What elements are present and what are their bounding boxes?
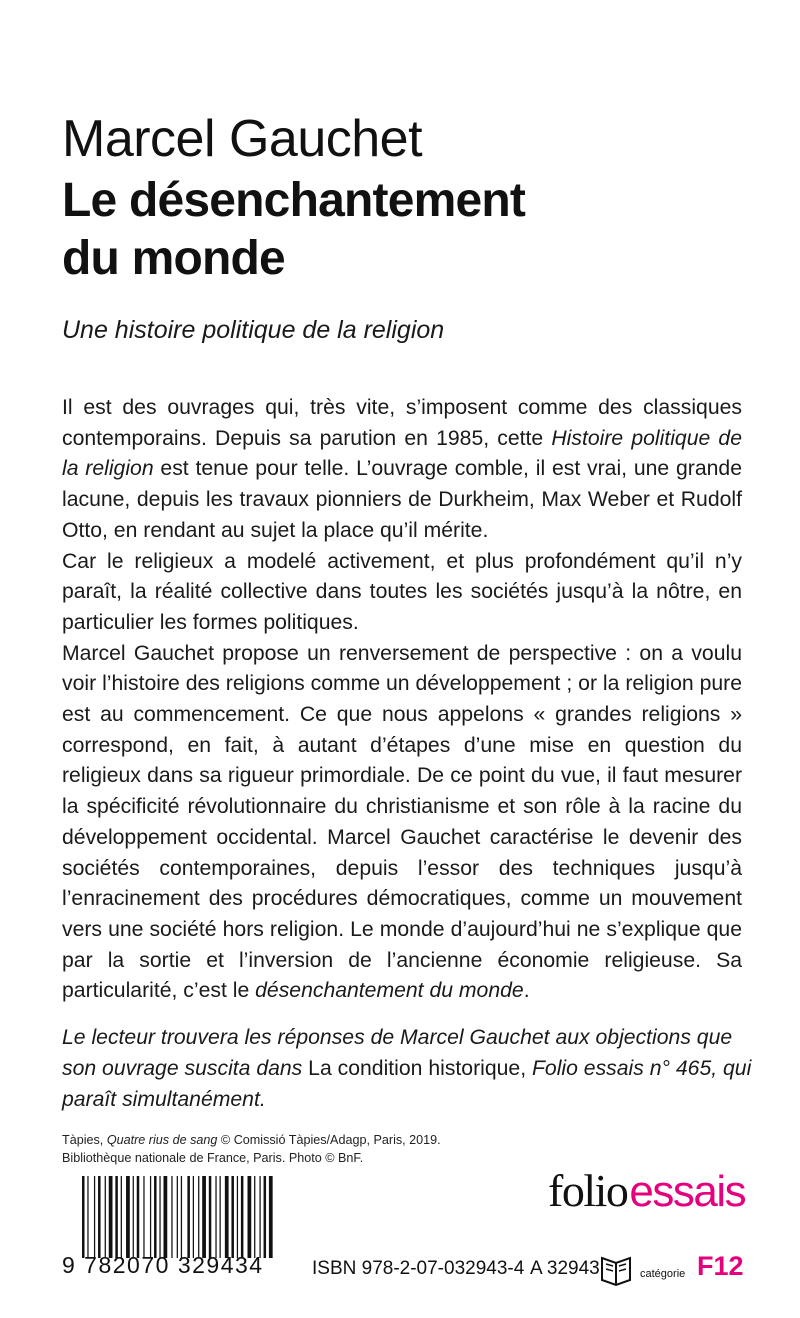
blurb (62, 393, 742, 1007)
barcode-bar (143, 1176, 144, 1258)
barcode-bar (215, 1176, 216, 1258)
blurb-p1-text-b: est tenue pour telle. L’ouvrage comble, il est vrai, une grande lacune, depuis les travaux pionniers de Durkheim, Max Weber et Rudolf Otto, en rendant au sujet la place qu’il mérite. (62, 457, 742, 542)
barcode-bar (209, 1176, 212, 1258)
blurb-p3-italic: désenchantement du monde (255, 979, 524, 1003)
barcode-bar (259, 1176, 260, 1258)
note-text-d: Folio essais n° 465, qui paraît simultanément. (62, 1057, 752, 1111)
barcode-bar (94, 1176, 95, 1258)
barcode-bar (202, 1176, 206, 1258)
barcode-bar (198, 1176, 199, 1258)
book-title-line-1: Le désenchantement (62, 174, 526, 227)
barcode-bars (62, 1176, 292, 1258)
blurb-p1-text-a: Il est des ouvrages qui, très vite, s’imposent comme des classiques contemporains. Depuis sa parution en 1985, cette (62, 396, 742, 450)
barcode-bar (237, 1176, 238, 1258)
barcode-bar (231, 1176, 234, 1258)
blurb-paragraph-3 (62, 639, 742, 1007)
barcode-bar (248, 1176, 252, 1258)
isbn-number: ISBN 978-2-07-032943-4 (312, 1258, 525, 1279)
credit-artist: Tàpies, (62, 1133, 107, 1147)
blurb-paragraph-2: Car le religieux a modelé activement, et plus profondément qu’il n’y paraît, la réalité collective dans toutes les sociétés jusqu’à la nôtre, en particulier les formes politiques. (62, 549, 742, 634)
barcode-bar (187, 1176, 190, 1258)
barcode-bar (269, 1176, 273, 1258)
barcode-bar (241, 1176, 244, 1258)
barcode-bar (220, 1176, 221, 1258)
barcode-bar (126, 1176, 130, 1258)
note-text-a: Le lecteur trouvera les réponses de Marcel Gauchet aux objections que son ouvrage suscita dans (62, 1026, 733, 1080)
category-code: F12 (697, 1251, 744, 1281)
barcode-bar (87, 1176, 88, 1258)
barcode-bar (225, 1176, 229, 1258)
open-book-icon (598, 1254, 634, 1288)
barcode-bar (121, 1176, 122, 1258)
blurb-p3-end: . (523, 979, 530, 1003)
barcode-bar (133, 1176, 134, 1258)
credit-line-2: Bibliothèque nationale de France, Paris. Photo © BnF. (62, 1151, 364, 1165)
barcode-bar (177, 1176, 178, 1258)
folio-essais-logo (548, 1165, 746, 1216)
barcode-bar (171, 1176, 172, 1258)
barcode-bar (193, 1176, 194, 1258)
book-title (62, 172, 525, 288)
credit-copyright: © Comissió Tàpies/Adagp, Paris, 2019. (217, 1133, 441, 1147)
book-subtitle: Une histoire politique de la religion (62, 316, 445, 344)
barcode-bar (82, 1176, 85, 1258)
barcode-bar (181, 1176, 182, 1258)
barcode-bar (137, 1176, 140, 1258)
reader-note (62, 1022, 762, 1115)
blurb-paragraph-1 (62, 393, 742, 547)
category-label: catégorie (640, 1268, 686, 1280)
credit-line-1 (62, 1131, 702, 1149)
barcode-bar (154, 1176, 157, 1258)
note-sep: , (520, 1057, 532, 1080)
image-credits (62, 1131, 702, 1167)
reference-code: A 32943 (530, 1258, 600, 1279)
barcode-bar (254, 1176, 255, 1258)
blurb-p3-text-a: Marcel Gauchet propose un renversement de perspective : on a voulu voir l’histoire des religions comme un développement ; or la religion pure est au commencement. Ce que nous appelons « grandes religions » correspond, en fait, à autant d’étapes d’une mise en question du religieux dans sa rigueur primordiale. De ce point du vue, il faut mesurer la spécificité révolutionnaire du christianisme et son rôle à la racine du développement occidental. Marcel Gauchet caractérise le devenir des sociétés contemporaines, depuis l’essor des techniques jusqu’à l’enracinement des procédures démocratiques, comme un mouvement vers une société hors religion. Le monde d’aujourd’hui ne s’explique que par la sortie et l’inversion de l’ancienne économie religieuse. Sa particularité, c’est le (62, 641, 742, 1003)
barcode-digits: 9 782070 329434 (62, 1252, 264, 1278)
blurb-p1-italic: Histoire politique de la religion (62, 426, 742, 481)
logo-folio: folio (548, 1165, 628, 1216)
barcode-bar (159, 1176, 160, 1258)
barcode-bar (264, 1176, 267, 1258)
logo-essais: essais (629, 1167, 746, 1216)
barcode-bar (98, 1176, 101, 1258)
barcode-bar (109, 1176, 113, 1258)
barcode-bar (164, 1176, 168, 1258)
book-title-line-2: du monde (62, 232, 285, 285)
barcode-bar (105, 1176, 106, 1258)
credit-artwork-title: Quatre rius de sang (106, 1133, 218, 1147)
barcode-bar (115, 1176, 118, 1258)
barcode-bar (150, 1176, 151, 1258)
author-name: Marcel Gauchet (62, 110, 423, 168)
note-book-title: La condition historique (308, 1057, 521, 1080)
